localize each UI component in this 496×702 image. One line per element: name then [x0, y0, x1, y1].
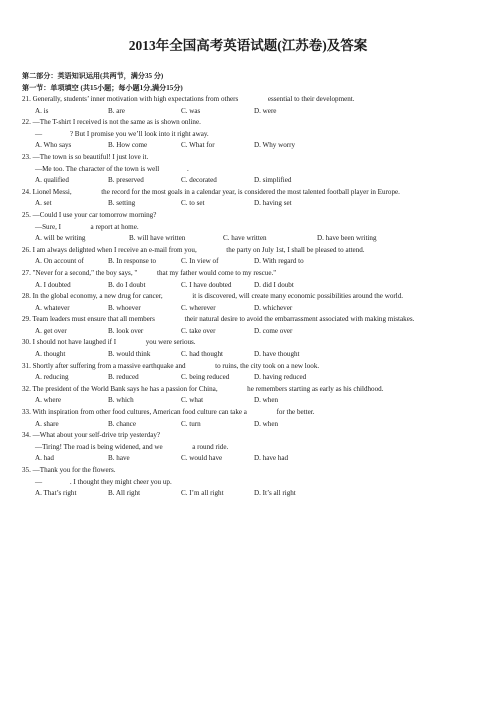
option-d: D. come over: [254, 326, 293, 335]
options: [22, 106, 474, 118]
question-29: 29. Team leaders must ensure that all members their natural desire to avoid the embarrassment associated with making mistakes. A. get over B. look over C. take over D. come over: [22, 314, 474, 337]
question-33: 33. With inspiration from other food cultures, American food culture can take a for the better. A. share B. chance C. turn D. when: [22, 407, 474, 430]
question-22: 22. —The T-shirt I received is not the same as is shown online. — ? But I promise you we’ll look into it right away. A. Who says B. How come C. What for D. Why worry: [22, 117, 474, 152]
options: [22, 349, 474, 361]
option-c: C. would have: [181, 454, 223, 463]
option-b: B. How come: [108, 141, 148, 150]
option-d: D. when: [254, 419, 279, 428]
option-a: A. set: [35, 199, 52, 208]
options: [22, 256, 474, 268]
option-c: C. What for: [181, 141, 215, 150]
option-b: B. reduced: [108, 373, 139, 382]
option-a: A. is: [35, 106, 49, 115]
option-b: B. setting: [108, 199, 136, 208]
option-d: D. simplified: [254, 176, 292, 185]
option-a: A. qualified: [35, 176, 69, 185]
option-a: A. share: [35, 419, 59, 428]
option-c: C. I’m all right: [181, 489, 224, 498]
option-d: D. did I doubt: [254, 280, 294, 289]
question-34: 34. —What about your self-drive trip yesterday? —Tiring! The road is being widened, and we a round ride. A. had B. have C. would have D. have had: [22, 430, 474, 465]
option-a: A. On account of: [35, 257, 84, 266]
option-b: B. In response to: [108, 257, 157, 266]
question-28: 28. In the global economy, a new drug for cancer, it is discovered, will create many economic possibilities around the world. A. whatever B. whoever C. wherever D. whichever: [22, 291, 474, 314]
option-d: D. It’s all right: [254, 489, 296, 498]
option-a: A. had: [35, 454, 54, 463]
section-heading: 第一节：单项填空 (共15小题；每小题1分,满分15分): [22, 84, 183, 92]
option-c: C. to set: [181, 199, 205, 208]
option-c: C. had thought: [181, 350, 223, 359]
option-c: C. In view of: [181, 257, 219, 266]
question-25: 25. —Could I use your car tomorrow morning? —Sure, I a report at home. A. will be writing B. will have written C. have written D. have been writing: [22, 210, 474, 245]
option-d: D. Why worry: [254, 141, 296, 150]
option-b: B. All right: [108, 489, 141, 498]
part-heading: 第二部分：英语知识运用(共两节，满分35 分): [22, 72, 164, 80]
question-31: 31. Shortly after suffering from a massive earthquake and to ruins, the city took on a new look. A. reducing B. reduced C. being reduced D. having reduced: [22, 361, 474, 384]
options: [22, 233, 474, 245]
options: [22, 280, 474, 292]
option-c: C. what: [181, 396, 204, 405]
exam-content: [22, 70, 474, 500]
question-32: 32. The president of the World Bank says he has a passion for China, he remembers starting as early as his childhood. A. where B. which C. what D. when: [22, 384, 474, 407]
question-23: 23. —The town is so beautiful! I just love it. —Me too. The character of the town is well . A. qualified B. preserved C. decorated D. simplified: [22, 152, 474, 187]
page-title: 2013年全国高考英语试题(江苏卷)及答案: [128, 38, 368, 53]
option-b: B. do I doubt: [108, 280, 146, 289]
options: [22, 372, 474, 384]
question-35: 35. —Thank you for the flowers. — . I thought they might cheer you up. A. That’s right B. All right C. I’m all right D. It’s all right: [22, 465, 474, 500]
option-d: D. With regard to: [254, 257, 304, 266]
option-d: D. have been writing: [317, 234, 377, 243]
option-c: C. decorated: [181, 176, 217, 185]
option-d: D. having set: [254, 199, 292, 208]
option-d: D. whichever: [254, 303, 293, 312]
options: [22, 303, 474, 315]
option-b: B. will have written: [129, 234, 186, 243]
option-c: C. take over: [181, 326, 216, 335]
option-a: A. thought: [35, 350, 66, 359]
option-b: B. preserved: [108, 176, 144, 185]
question-24: 24. Lionel Messi, the record for the most goals in a calendar year, is considered the most talented football player in Europe. A. set B. setting C. to set D. having set: [22, 187, 474, 210]
question-26: 26. I am always delighted when I receive an e-mail from you, the party on July 1st, I shall be pleased to attend. A. On account of B. In response to C. In view of D. With regard to: [22, 245, 474, 268]
option-d: D. have thought: [254, 350, 300, 359]
option-a: A. That’s right: [35, 489, 77, 498]
options: [22, 488, 474, 500]
options: [22, 140, 474, 152]
options: [22, 326, 474, 338]
question-30: 30. I should not have laughed if I you were serious. A. thought B. would think C. had thought D. have thought: [22, 337, 474, 360]
options: [22, 419, 474, 431]
option-d: D. were: [254, 106, 277, 115]
option-a: A. get over: [35, 326, 67, 335]
question-27: 27. "Never for a second," the boy says, " that my father would come to my rescue." A. I doubted B. do I doubt C. I have doubted D. did I doubt: [22, 268, 474, 291]
option-a: A. will be writing: [35, 234, 86, 243]
option-c: C. wherever: [181, 303, 216, 312]
option-a: A. Who says: [35, 141, 72, 150]
option-b: B. which: [108, 396, 134, 405]
options: [22, 395, 474, 407]
option-b: B. have: [108, 454, 130, 463]
option-a: A. where: [35, 396, 61, 405]
option-d: D. when: [254, 396, 279, 405]
options: [22, 175, 474, 187]
option-a: A. reducing: [35, 373, 69, 382]
option-c: C. being reduced: [181, 373, 230, 382]
option-c: C. was: [181, 106, 201, 115]
option-a: A. I doubted: [35, 280, 71, 289]
option-c: C. I have doubted: [181, 280, 232, 289]
option-d: D. have had: [254, 454, 289, 463]
option-b: B. are: [108, 106, 125, 115]
options: [22, 453, 474, 465]
option-a: A. whatever: [35, 303, 70, 312]
option-d: D. having reduced: [254, 373, 307, 382]
option-b: B. chance: [108, 419, 136, 428]
options: [22, 198, 474, 210]
option-c: C. turn: [181, 419, 201, 428]
option-b: B. look over: [108, 326, 144, 335]
option-b: B. whoever: [108, 303, 141, 312]
option-b: B. would think: [108, 350, 151, 359]
option-c: C. have written: [223, 234, 267, 243]
question-21: 21. Generally, students’ inner motivation with high expectations from others essential to their development. A. is B. are C. was D. were: [22, 94, 474, 117]
